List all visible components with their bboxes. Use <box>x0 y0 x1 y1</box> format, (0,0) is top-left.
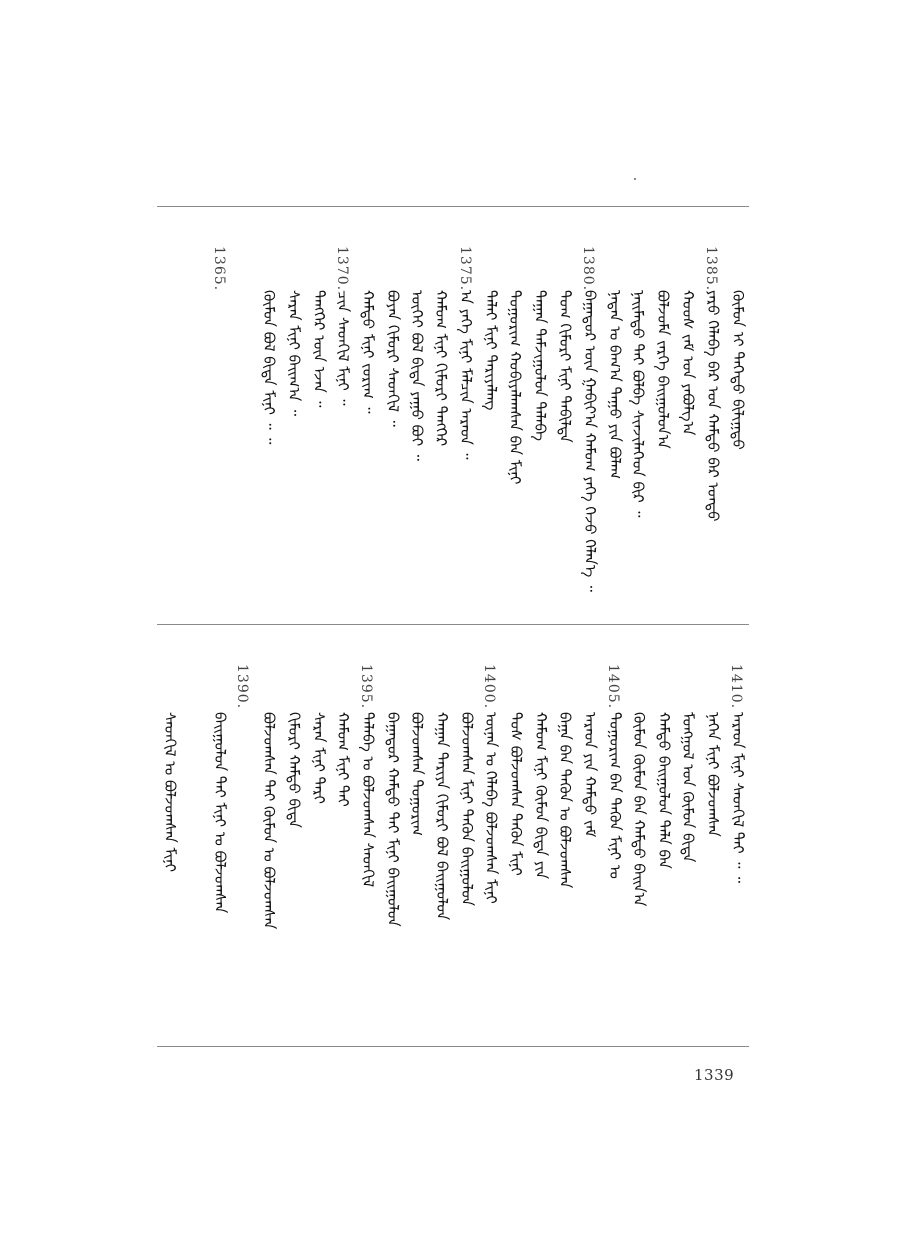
verse-line: ᠠᠷᠠᠳ ᠶᠢᠨ ᠬᠠᠮᠲᠤ ᠵᠠᠮ <box>581 712 599 838</box>
line-number: 1380. <box>580 246 596 292</box>
verse-line: ᠨᠠᠢᠮᠠᠳᠤ ᠲᠠᠢ ᠪᠣᠯᠪᠠ ᠰᠢᠨᠵᠢᠯᠡᠭᠡᠳ ᠪᠢᠷ ᠃ <box>629 290 647 518</box>
verse-line: ᠬᠦᠮᠦᠨ ᠬᠦᠮᠦᠨ ᠪᠡᠨ ᠬᠠᠮᠲᠤ ᠪᠠᠢᠨ᠎ᠠ <box>630 712 648 907</box>
verse-line: ᠲᠠᠯᠠᠪᠠ ᠤ ᠪᠣᠯᠵᠣᠭᠰᠠᠨ ᠰᠡᠳᠬᠢᠯ <box>359 712 377 888</box>
verse-line: ᠎ᠠ ᠶᠡᠬᠡ ᠮᠢᠨᠢ ᠮᠠᠯᠴᠢᠨ ᠠᠷᠠᠳ ᠃ <box>457 290 475 460</box>
verse-line: ᠪᠣᠯᠵᠣᠭᠰᠠᠨ ᠮᠢᠨᠢ ᠲᠡᠭᠦᠨ ᠪᠠᠢᠭᠤᠯᠤᠨ <box>458 712 476 906</box>
verse-line: ᠦᠨᠡᠨ ᠤ ᠬᠡᠯᠡᠪᠡ ᠪᠣᠯᠵᠣᠭᠰᠠᠨ ᠮᠢᠨᠢ <box>482 712 500 904</box>
verse-line: ᠲᠤᠰ ᠪᠣᠯᠵᠣᠭᠰᠠᠨ ᠲᠡᠭᠦᠨ ᠮᠢᠨᠢ <box>507 712 525 876</box>
top-rule <box>157 206 749 207</box>
verse-line: ᠬᠣᠣᠰ ᠵᠠᠮ ᠤᠨ ᠶᠠᠪᠤᠯᠭ᠎ᠠ <box>679 290 697 436</box>
verse-line: ᠪᠠᠭᠠᠲᠤᠷ ᠬᠠᠮᠲᠤ ᠲᠠᠢ ᠮᠢᠨᠢ ᠪᠠᠢᠭᠤᠯᠤᠨ <box>384 712 402 927</box>
verse-line: ᠪᠣᠯᠵᠣᠮᠠ ᠵᠡᠷᠭᠡ ᠪᠠᠢᠭᠤᠯᠤᠨ᠎ᠠ <box>654 290 672 449</box>
verse-line: ᠪᠠᠭᠠ ᠪᠠᠨ ᠲᠡᠭᠦᠨ ᠤ ᠪᠣᠯᠵᠣᠭᠰᠠᠨ <box>556 712 574 889</box>
line-number: 1370. <box>334 246 350 292</box>
verse-line: ᠪᠣᠯᠵᠣᠭᠰᠠᠨ ᠲᠣᠭᠣᠷᠢᠭ <box>408 712 426 837</box>
line-number: 1365. <box>211 246 227 292</box>
verse-line: ᠪᠤᠶᠠᠨ ᠬᠢᠮᠤᠷᠢ ᠰᠡᠳᠬᠢᠯ ᠃ <box>384 290 402 427</box>
verse-line: ᠲᠡᠩᠭᠡᠷ ᠦᠨ ᠡᠵᠡᠨ ᠃ <box>310 290 328 408</box>
verse-line: ᠬᠦᠮᠦᠨ ᠢ ᠳᠡᠭᠡᠳᠦ ᠪᠢᠯᠢᠭ᠋ᠲᠦ <box>729 290 747 450</box>
page-number: 1339 <box>694 1066 735 1084</box>
line-number: 1395. <box>358 664 374 710</box>
verse-line: ᠠᠷᠠᠳ ᠮᠢᠨᠢ ᠰᠡᠳᠬᠢᠯ ᠲᠠᠢ ᠃ ᠃ <box>729 712 747 883</box>
line-number: 1375. <box>457 246 473 292</box>
verse-line: ᠬᠠᠮᠤᠭ ᠮᠢᠨᠢ ᠲᠠᠢ <box>334 712 352 807</box>
verse-line: ᠨᠠᠳᠠᠨ ᠤ ᠪᠠᠭ᠎ᠠ ᠳᠠᠭᠤ ᠶᠢᠨ ᠪᠤᠯᠠᠭ <box>606 290 624 480</box>
verse-line: ᠰᠠᠷᠠᠨ ᠮᠢᠨᠢ ᠲᠠᠷᠢ <box>310 712 328 804</box>
line-number: 1385. <box>703 246 719 292</box>
verse-line: ᠨᠡᠭᠡᠨ ᠮᠢᠨᠢ ᠪᠣᠯᠵᠣᠭᠰᠠᠨ <box>704 712 722 837</box>
verse-line: ᠬᠦᠮᠦᠨ ᠪᠣᠯ ᠪᠢᠳᠡ ᠮᠢᠨᠢ ᠃ ᠃ <box>260 290 278 445</box>
verse-line: ᠪᠠᠭᠠᠲᠤᠷ ᠦᠨ ᠭᠠᠪᠢᠶ᠎ᠠ ᠬᠠᠮᠤᠭ ᠶᠡᠬᠡ ᠭᠡᠵᠦ ᠬᠡᠯᠡᠨ᠎ᠡ ᠃ <box>581 290 599 592</box>
verse-line: ᠲᠣᠭᠣᠷᠢᠭ ᠬᠤᠪᠢᠶᠠᠯᠠᠭ᠍ᠰᠠᠨ ᠪᠠᠨ ᠮᠢᠨᠢ <box>506 290 524 485</box>
verse-line: ᠬᠠᠭᠠᠨ ᠲᠠᠷᠢᠶᠠ ᠬᠢᠮᠤᠷᠢ ᠪᠣᠯ ᠪᠠᠢᠭᠤᠯᠤᠨ <box>433 712 451 921</box>
speck-mark <box>634 178 636 180</box>
verse-line: ᠦᠭᠡᠢ ᠪᠣᠯ ᠪᠢᠳᠡ ᠶᠠᠭᠤ ᠪᠤᠢ ᠃ <box>408 290 426 461</box>
line-number: 1405. <box>605 664 621 710</box>
verse-line: ᠳᠠᠯᠠᠢ ᠮᠢᠨᠢ ᠲᠠᠷᠢᠶᠠᠯᠠᠩ <box>482 290 500 411</box>
verse-line: ᠲᠤᠭ ᠬᠢᠮᠤᠷᠢ ᠮᠢᠨᠢ ᠳᠡᠪᠢᠯᠲᠡ <box>556 290 574 443</box>
line-number: 1390. <box>234 664 250 710</box>
line-number: 1410. <box>728 664 744 710</box>
verse-line: ᠮᠣᠩᠭᠣᠯ ᠤᠨ ᠬᠦᠮᠦᠨ ᠪᠢᠳᠡ <box>679 712 697 863</box>
verse-line: ᠶᠡᠷᠦ ᠬᠡᠯᠡᠪᠡ ᠪᠠᠷ ᠤᠨ ᠬᠠᠮᠲᠤ ᠪᠠᠷ ᠤᠨᠳᠤ <box>704 290 722 522</box>
verse-line: ᠬᠠᠮᠲᠤ ᠪᠠᠢᠭᠤᠯᠤᠨ ᠲᠠᠯᠠ ᠪᠠᠨ <box>655 712 673 869</box>
line-number: 1400. <box>481 664 497 710</box>
verse-line: ᠲᠠᠭᠠᠨ ᠳᠠᠮᠵᠢᠭᠤᠯᠤᠨ ᠲᠠᠯᠠᠪᠠ <box>531 290 549 442</box>
bottom-rule <box>157 1046 749 1047</box>
verse-line: ᠪᠠᠢᠭᠤᠯᠤᠨ ᠲᠠᠢ ᠮᠢᠨᠢ ᠤ ᠪᠣᠯᠵᠣᠭᠰᠠᠨ <box>211 712 229 914</box>
verse-line: ᠰᠠᠷᠠᠨ ᠮᠢᠨᠢ ᠪᠠᠢᠭ᠎ᠠ ᠃ <box>285 290 303 416</box>
verse-line: ᠰᠡᠳᠬᠢᠯ ᠤ ᠪᠣᠯᠵᠣᠭᠰᠠᠨ ᠮᠢᠨᠢ <box>161 712 179 873</box>
verse-line: ᠲᠣᠭᠣᠷᠢᠭ ᠪᠠᠨ ᠲᠡᠭᠦᠨ ᠮᠢᠨᠢ ᠤ <box>606 712 624 879</box>
verse-line: ᠬᠠᠮᠲᠤ ᠮᠢᠨᠢ ᠵᠣᠷᠢᠭ ᠃ <box>359 290 377 414</box>
verse-line: ᠬᠢᠮᠤᠷᠢ ᠬᠠᠮᠲᠤ ᠪᠢᠳᠡ <box>285 712 303 828</box>
middle-rule <box>157 624 749 625</box>
verse-line: ᠪᠣᠯᠵᠣᠭᠰᠠᠨ ᠲᠠᠢ ᠬᠦᠮᠦᠨ ᠤ ᠪᠣᠯᠵᠣᠭᠰᠠᠨ <box>260 712 278 930</box>
verse-line: ᠬᠠᠮᠤᠭ ᠮᠢᠨᠢ ᠬᠦᠮᠦᠨ ᠪᠢᠳᠡ ᠶᠢᠨ <box>532 712 550 879</box>
verse-line: ᠴᠢᠨ ᠰᠡᠳᠬᠢᠯ ᠮᠢᠨᠢ ᠃ <box>334 290 352 406</box>
verse-line: ᠬᠠᠮᠤᠭ ᠮᠢᠨᠢ ᠬᠢᠮᠤᠷᠢ ᠲᠡᠩᠭᠡᠷ <box>432 290 450 447</box>
